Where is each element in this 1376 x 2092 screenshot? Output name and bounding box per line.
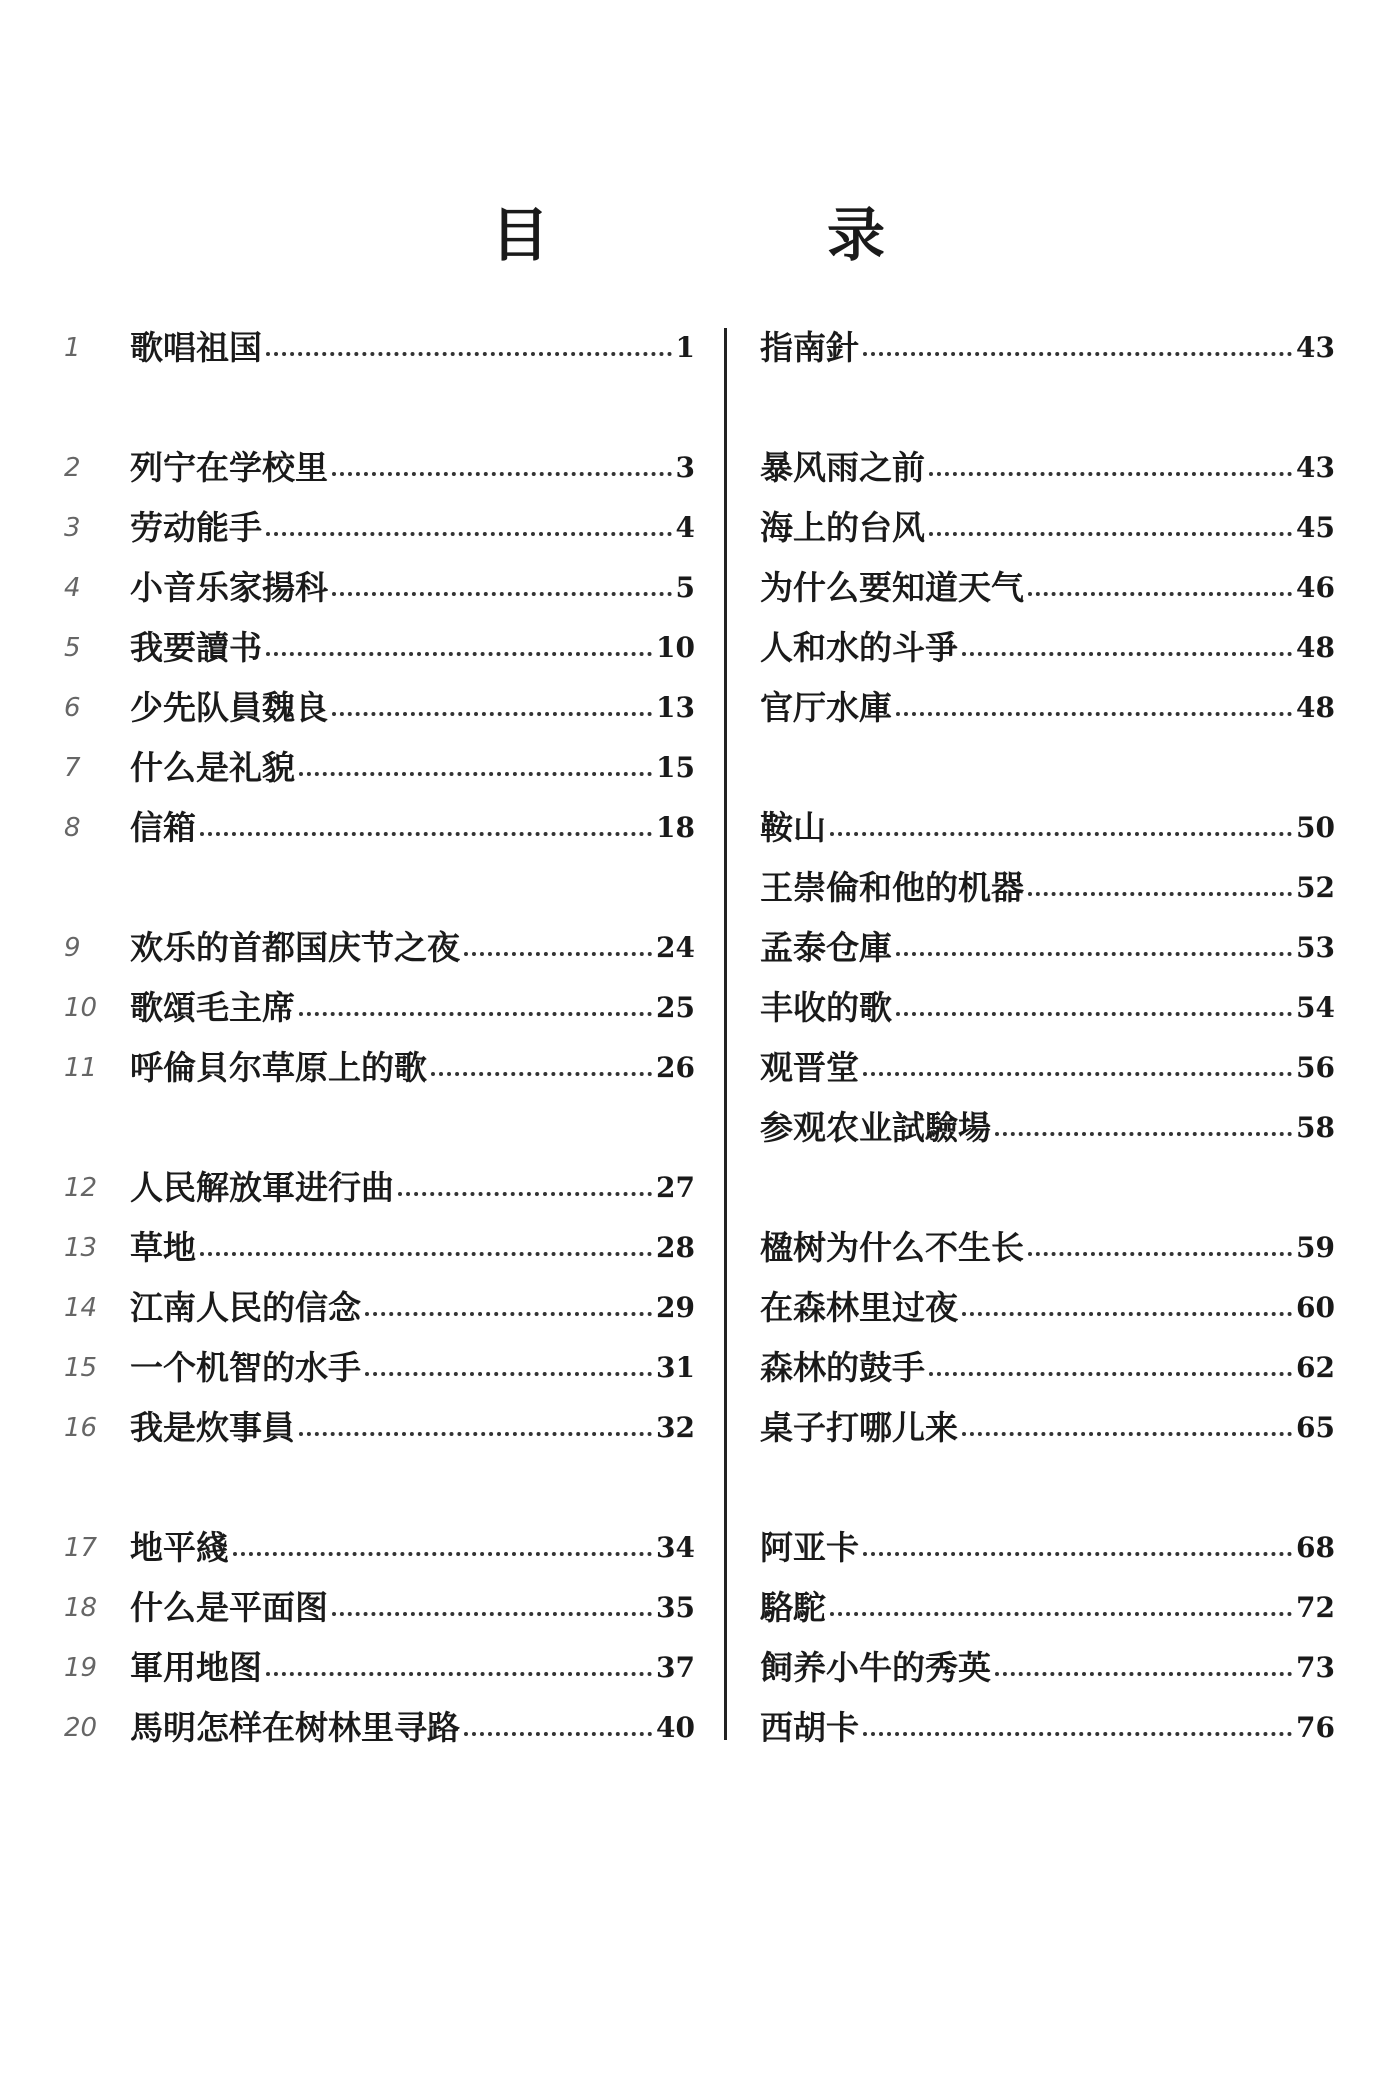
toc-entry-title: 少先队員魏良 <box>130 688 328 727</box>
toc-entry-page-number: 32 <box>656 1411 695 1444</box>
toc-entry[interactable] <box>60 1698 695 1758</box>
toc-entry-handwritten-number: 5 <box>64 633 81 663</box>
toc-entry-handwritten-number: 7 <box>64 753 81 783</box>
toc-entry-page-number: 29 <box>656 1291 695 1324</box>
toc-entry-title: 草地 <box>130 1228 196 1267</box>
toc-entry-title: 駱駝 <box>760 1588 826 1627</box>
toc-entry-title: 指南針 <box>760 328 859 367</box>
toc-entry[interactable] <box>60 558 695 618</box>
toc-entry-handwritten-number: 4 <box>64 573 81 603</box>
toc-entry-title: 人民解放軍进行曲 <box>130 1168 394 1207</box>
toc-entry[interactable] <box>760 498 1335 558</box>
toc-entry[interactable] <box>60 498 695 558</box>
toc-entry-page-number: 5 <box>675 571 695 604</box>
toc-entry-title: 歌頌毛主席 <box>130 988 295 1027</box>
toc-entry-handwritten-number: 14 <box>64 1293 98 1323</box>
toc-entry-page-number: 13 <box>656 691 695 724</box>
toc-entry-title: 歌唱祖国 <box>130 328 262 367</box>
toc-entry[interactable] <box>60 1638 695 1698</box>
toc-entry-page-number: 25 <box>656 991 695 1024</box>
toc-entry-leader-dots <box>929 472 1292 476</box>
toc-entry[interactable] <box>60 1158 695 1218</box>
toc-entry-page-number: 35 <box>656 1591 695 1624</box>
toc-entry[interactable] <box>760 978 1335 1038</box>
toc-entry[interactable] <box>60 918 695 978</box>
toc-entry-leader-dots <box>929 1372 1292 1376</box>
toc-entry[interactable] <box>60 1218 695 1278</box>
toc-entry-title: 列宁在学校里 <box>130 448 328 487</box>
toc-entry-leader-dots <box>929 532 1292 536</box>
toc-entry[interactable] <box>760 1218 1335 1278</box>
toc-entry-leader-dots <box>464 952 652 956</box>
toc-entry-page-number: 43 <box>1296 331 1335 364</box>
toc-entry[interactable] <box>760 1578 1335 1638</box>
toc-entry-page-number: 52 <box>1296 871 1335 904</box>
toc-entry[interactable] <box>60 1398 695 1458</box>
toc-entry-leader-dots <box>200 832 652 836</box>
toc-entry-title: 参观农业試驗場 <box>760 1108 991 1147</box>
toc-entry-page-number: 72 <box>1296 1591 1335 1624</box>
toc-entry[interactable] <box>760 1518 1335 1578</box>
toc-entry-title: 劳动能手 <box>130 508 262 547</box>
toc-entry-page-number: 18 <box>656 811 695 844</box>
toc-entry-leader-dots <box>863 1552 1292 1556</box>
toc-entry-handwritten-number: 3 <box>64 513 81 543</box>
toc-entry[interactable] <box>60 438 695 498</box>
toc-entry[interactable] <box>760 1638 1335 1698</box>
toc-entry-title: 桌子打哪儿来 <box>760 1408 958 1447</box>
toc-entry[interactable] <box>60 1278 695 1338</box>
toc-entry-leader-dots <box>332 1612 652 1616</box>
toc-entry-leader-dots <box>365 1312 652 1316</box>
toc-entry-leader-dots <box>299 1432 652 1436</box>
toc-entry-leader-dots <box>896 1012 1292 1016</box>
toc-entry-title: 信箱 <box>130 808 196 847</box>
toc-entry-page-number: 73 <box>1296 1651 1335 1684</box>
toc-entry-title: 丰收的歌 <box>760 988 892 1027</box>
toc-entry-title: 在森林里过夜 <box>760 1288 958 1327</box>
toc-entry-page-number: 15 <box>656 751 695 784</box>
toc-entry-handwritten-number: 1 <box>64 333 81 363</box>
toc-entry[interactable] <box>760 798 1335 858</box>
toc-entry-page-number: 68 <box>1296 1531 1335 1564</box>
column-divider <box>724 328 727 1740</box>
toc-entry-handwritten-number: 6 <box>64 693 81 723</box>
toc-entry[interactable] <box>760 558 1335 618</box>
toc-entry-page-number: 34 <box>656 1531 695 1564</box>
toc-entry-leader-dots <box>266 1672 652 1676</box>
page-title: 目 录 <box>490 201 995 269</box>
toc-entry-leader-dots <box>365 1372 652 1376</box>
toc-entry-page-number: 10 <box>656 631 695 664</box>
toc-entry-leader-dots <box>431 1072 652 1076</box>
toc-entry[interactable] <box>60 738 695 798</box>
toc-entry-leader-dots <box>995 1672 1292 1676</box>
toc-entry[interactable] <box>60 1338 695 1398</box>
toc-entry-title: 江南人民的信念 <box>130 1288 361 1327</box>
toc-entry-title: 地平綫 <box>130 1528 229 1567</box>
toc-entry[interactable] <box>760 918 1335 978</box>
toc-entry-handwritten-number: 17 <box>64 1533 98 1563</box>
toc-entry-leader-dots <box>1028 1252 1292 1256</box>
toc-entry-page-number: 56 <box>1296 1051 1335 1084</box>
toc-entry-handwritten-number: 20 <box>64 1713 98 1743</box>
toc-entry-page-number: 37 <box>656 1651 695 1684</box>
toc-entry-leader-dots <box>266 352 672 356</box>
toc-entry[interactable] <box>60 798 695 858</box>
toc-entry-title: 孟泰仓庫 <box>760 928 892 967</box>
toc-entry-page-number: 24 <box>656 931 695 964</box>
toc-entry-leader-dots <box>332 472 672 476</box>
toc-entry[interactable] <box>760 1098 1335 1158</box>
toc-entry-page-number: 1 <box>675 331 695 364</box>
toc-entry-leader-dots <box>962 1312 1292 1316</box>
toc-entry-leader-dots <box>266 532 672 536</box>
toc-entry-handwritten-number: 8 <box>64 813 81 843</box>
toc-entry-leader-dots <box>299 1012 652 1016</box>
toc-entry-leader-dots <box>995 1132 1292 1136</box>
toc-entry-title: 我要讀书 <box>130 628 262 667</box>
toc-entry-title: 我是炊事員 <box>130 1408 295 1447</box>
toc-entry-leader-dots <box>896 712 1292 716</box>
toc-entry-page-number: 40 <box>656 1711 695 1744</box>
toc-entry-page-number: 45 <box>1296 511 1335 544</box>
toc-entry-leader-dots <box>863 1732 1292 1736</box>
toc-entry-title: 鞍山 <box>760 808 826 847</box>
toc-entry-handwritten-number: 18 <box>64 1593 98 1623</box>
toc-entry-leader-dots <box>233 1552 652 1556</box>
toc-entry-handwritten-number: 2 <box>64 453 81 483</box>
toc-entry-title: 暴风雨之前 <box>760 448 925 487</box>
toc-entry[interactable] <box>760 318 1335 378</box>
toc-entry-handwritten-number: 13 <box>64 1233 98 1263</box>
toc-entry-page-number: 76 <box>1296 1711 1335 1744</box>
toc-entry-leader-dots <box>398 1192 652 1196</box>
toc-entry-leader-dots <box>962 1432 1292 1436</box>
toc-entry-page-number: 48 <box>1296 691 1335 724</box>
toc-entry-page-number: 54 <box>1296 991 1335 1024</box>
toc-entry-title: 馬明怎样在树林里寻路 <box>130 1708 460 1747</box>
toc-entry-handwritten-number: 12 <box>64 1173 98 1203</box>
toc-entry-title: 軍用地图 <box>130 1648 262 1687</box>
toc-entry-leader-dots <box>299 772 652 776</box>
toc-entry-leader-dots <box>266 652 652 656</box>
toc-entry[interactable] <box>760 1698 1335 1758</box>
toc-entry-leader-dots <box>962 652 1292 656</box>
toc-entry[interactable] <box>760 858 1335 918</box>
toc-entry-leader-dots <box>200 1252 652 1256</box>
toc-entry[interactable] <box>760 678 1335 738</box>
toc-entry-title: 阿亚卡 <box>760 1528 859 1567</box>
toc-entry[interactable] <box>760 1338 1335 1398</box>
toc-entry-page-number: 48 <box>1296 631 1335 664</box>
toc-entry[interactable] <box>60 1578 695 1638</box>
toc-entry-page-number: 50 <box>1296 811 1335 844</box>
toc-entry[interactable] <box>60 1038 695 1098</box>
toc-entry-handwritten-number: 15 <box>64 1353 98 1383</box>
toc-entry-title: 欢乐的首都国庆节之夜 <box>130 928 460 967</box>
toc-entry-title: 飼养小牛的秀英 <box>760 1648 991 1687</box>
toc-entry-page-number: 65 <box>1296 1411 1335 1444</box>
toc-entry-title: 小音乐家揚科 <box>130 568 328 607</box>
toc-entry-page-number: 62 <box>1296 1351 1335 1384</box>
toc-entry[interactable] <box>60 618 695 678</box>
toc-entry-title: 海上的台风 <box>760 508 925 547</box>
toc-entry-handwritten-number: 11 <box>64 1053 98 1083</box>
toc-entry-handwritten-number: 9 <box>64 933 81 963</box>
toc-entry-leader-dots <box>863 1072 1292 1076</box>
toc-entry-title: 西胡卡 <box>760 1708 859 1747</box>
toc-entry-page-number: 28 <box>656 1231 695 1264</box>
toc-entry-handwritten-number: 10 <box>64 993 98 1023</box>
toc-entry-page-number: 3 <box>675 451 695 484</box>
toc-entry-title: 王崇倫和他的机器 <box>760 868 1024 907</box>
toc-entry-leader-dots <box>1028 592 1292 596</box>
toc-entry-title: 楹树为什么不生长 <box>760 1228 1024 1267</box>
toc-entry-title: 一个机智的水手 <box>130 1348 361 1387</box>
toc-entry[interactable] <box>60 1518 695 1578</box>
toc-entry-page-number: 4 <box>675 511 695 544</box>
toc-entry-leader-dots <box>332 712 652 716</box>
toc-entry[interactable] <box>760 438 1335 498</box>
toc-entry-title: 观晋堂 <box>760 1048 859 1087</box>
toc-entry-leader-dots <box>863 352 1292 356</box>
toc-entry-title: 为什么要知道天气 <box>760 568 1024 607</box>
toc-entry[interactable] <box>760 618 1335 678</box>
toc-entry-title: 人和水的斗爭 <box>760 628 958 667</box>
toc-entry-leader-dots <box>464 1732 652 1736</box>
toc-entry-title: 森林的鼓手 <box>760 1348 925 1387</box>
toc-entry-title: 什么是礼貌 <box>130 748 295 787</box>
toc-entry-title: 什么是平面图 <box>130 1588 328 1627</box>
toc-entry[interactable] <box>60 318 695 378</box>
toc-entry-title: 呼倫貝尔草原上的歌 <box>130 1048 427 1087</box>
toc-entry-page-number: 26 <box>656 1051 695 1084</box>
toc-entry-leader-dots <box>332 592 672 596</box>
toc-entry[interactable] <box>760 1278 1335 1338</box>
toc-entry[interactable] <box>60 678 695 738</box>
toc-entry-handwritten-number: 19 <box>64 1653 98 1683</box>
toc-entry-page-number: 27 <box>656 1171 695 1204</box>
toc-entry[interactable] <box>760 1038 1335 1098</box>
toc-entry-page-number: 46 <box>1296 571 1335 604</box>
toc-entry-page-number: 53 <box>1296 931 1335 964</box>
toc-entry[interactable] <box>60 978 695 1038</box>
toc-entry-handwritten-number: 16 <box>64 1413 98 1443</box>
toc-entry-page-number: 58 <box>1296 1111 1335 1144</box>
toc-entry-leader-dots <box>830 832 1292 836</box>
toc-entry-page-number: 31 <box>656 1351 695 1384</box>
toc-entry-page-number: 59 <box>1296 1231 1335 1264</box>
toc-entry-page-number: 60 <box>1296 1291 1335 1324</box>
toc-entry-leader-dots <box>896 952 1292 956</box>
toc-entry-leader-dots <box>1028 892 1292 896</box>
toc-entry[interactable] <box>760 1398 1335 1458</box>
toc-entry-leader-dots <box>830 1612 1292 1616</box>
toc-entry-title: 官厅水庫 <box>760 688 892 727</box>
toc-entry-page-number: 43 <box>1296 451 1335 484</box>
